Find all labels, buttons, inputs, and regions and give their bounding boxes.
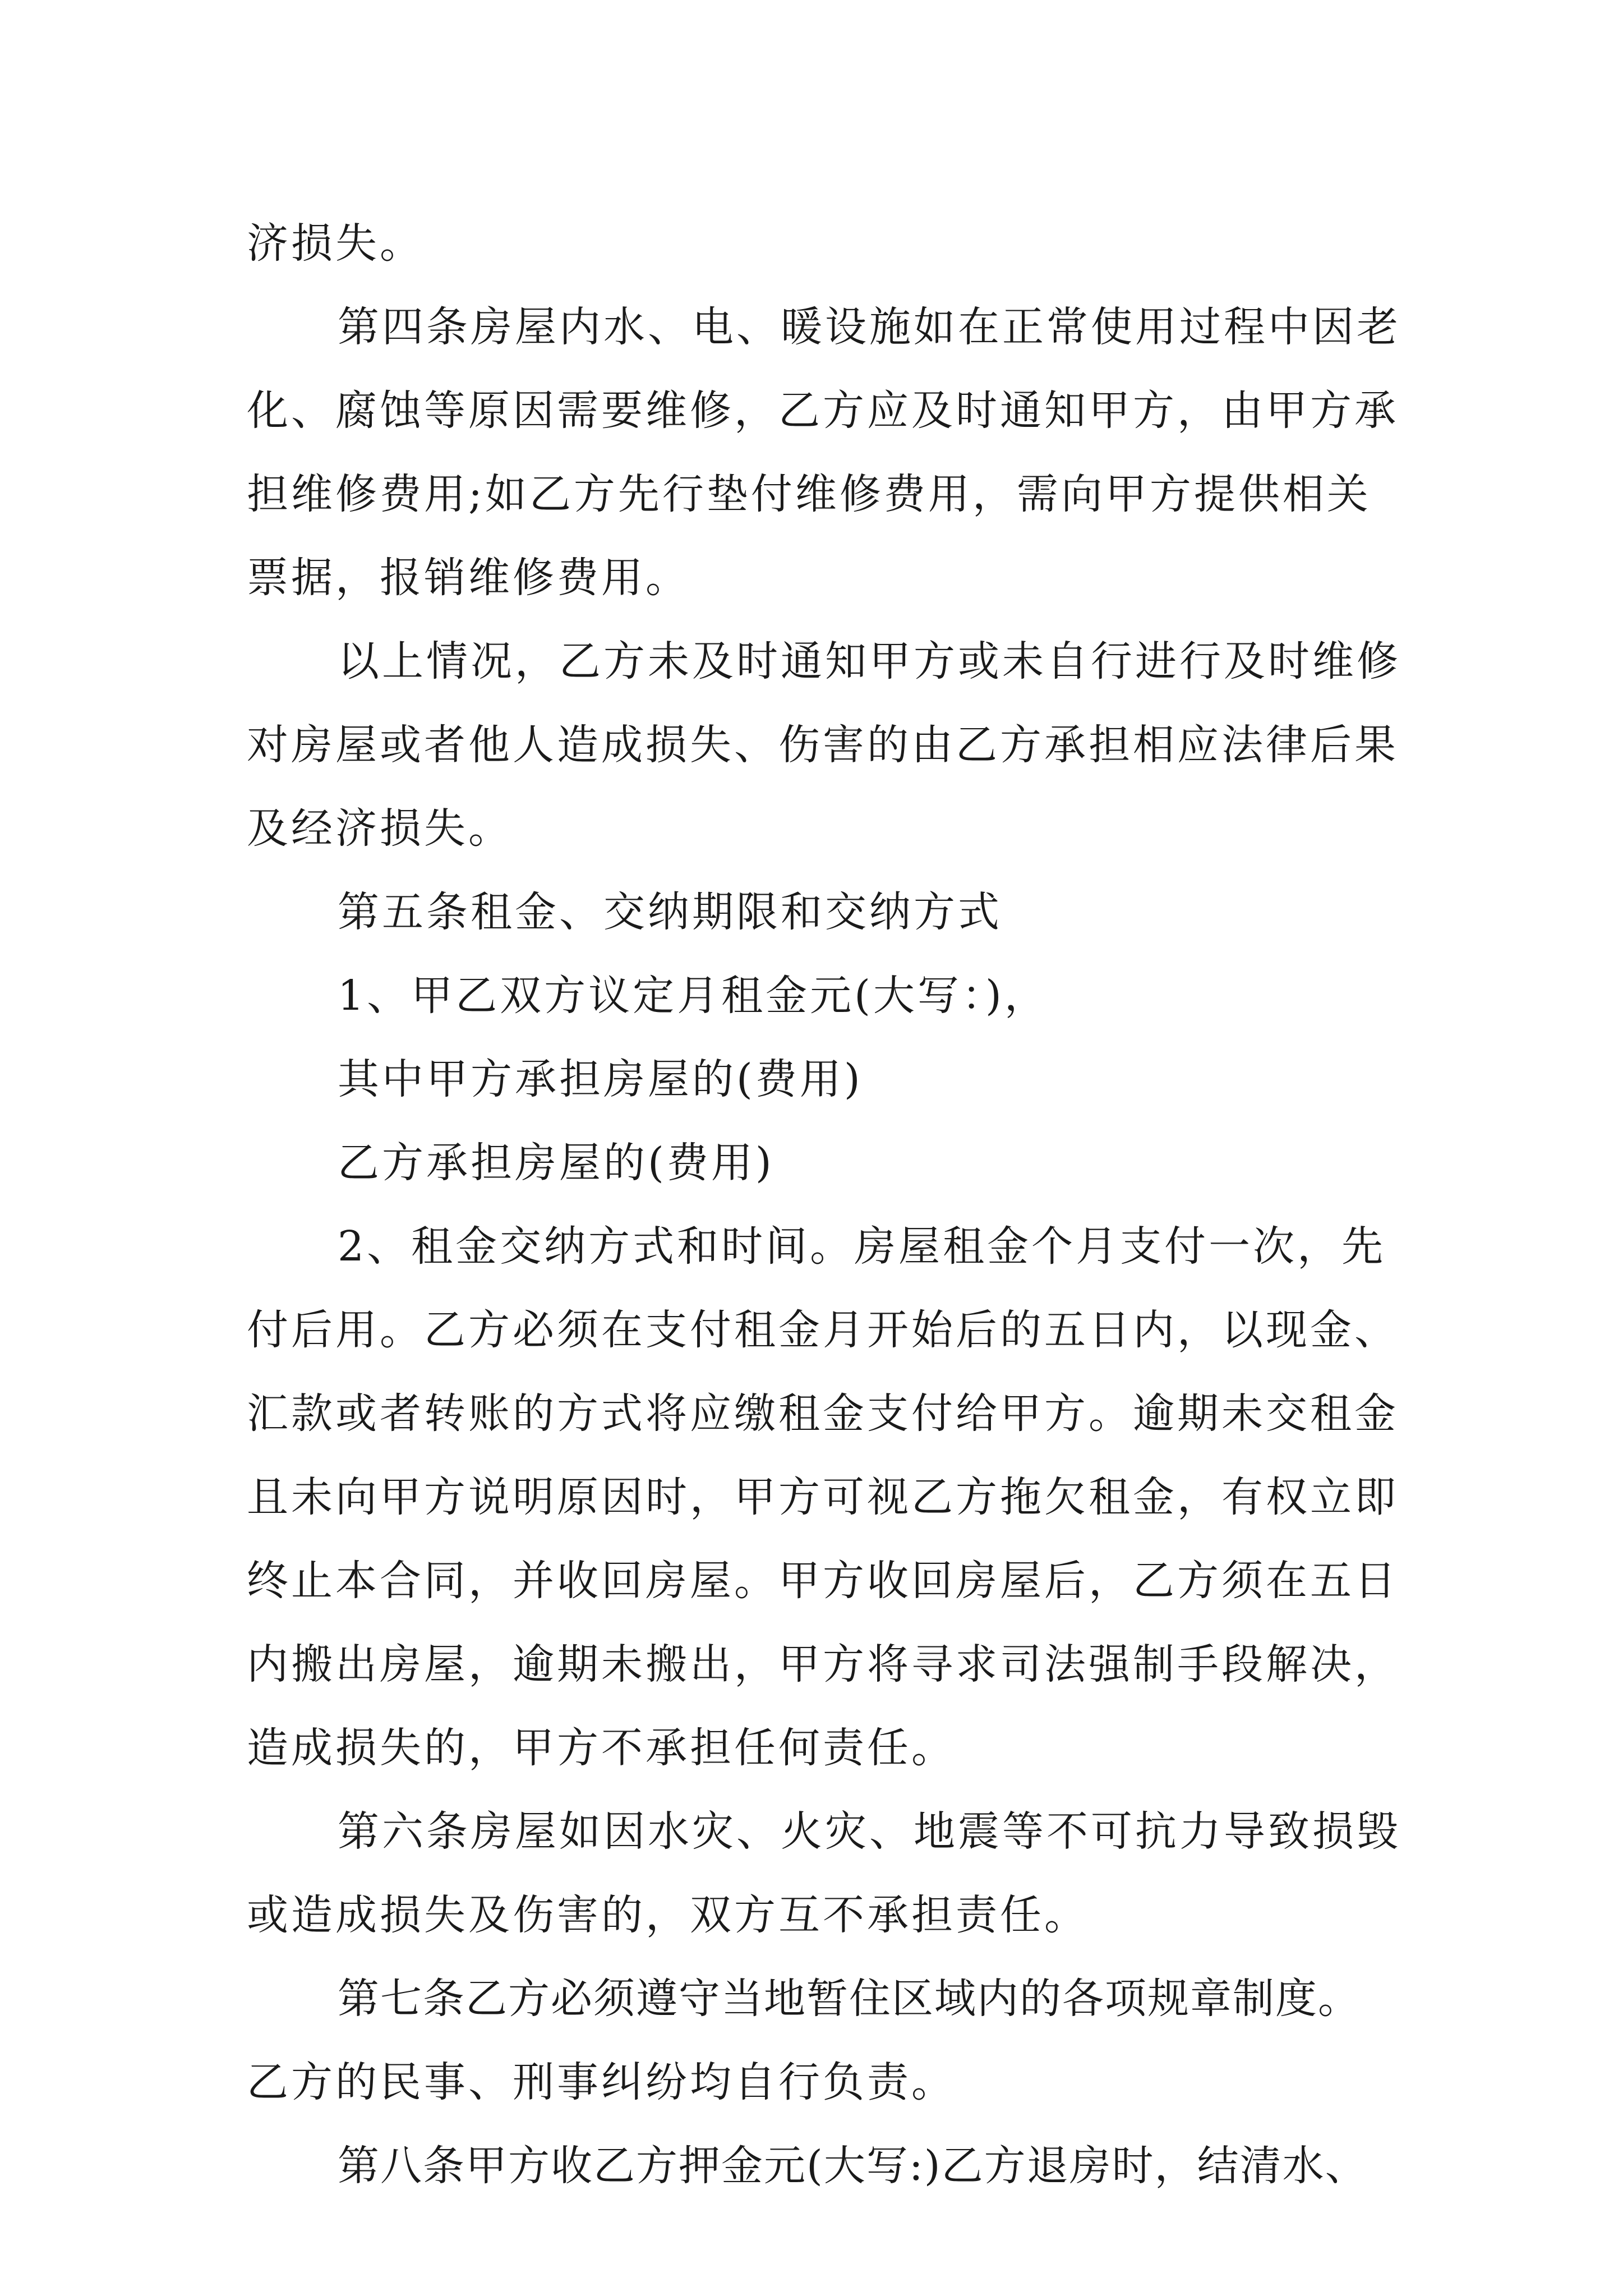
rent-item-2: 2、租金交纳方式和时间。房屋租金个月支付一次，先 [338,1222,1386,1271]
text-line: 对房屋或者他人造成损失、伤害的由乙方承担相应法律后果 [247,721,1399,769]
text-line: 化、腐蚀等原因需要维修，乙方应及时通知甲方，由甲方承 [247,386,1399,435]
text-line: 造成损失的，甲方不承担任何责任。 [247,1724,956,1772]
text-line: 票据，报销维修费用。 [247,554,690,602]
text-line: 且未向甲方说明原因时，甲方可视乙方拖欠租金，有权立即 [247,1473,1399,1521]
paragraph-article-6: 第六条房屋如因水灾、火灾、地震等不可抗力导致损毁 [338,1807,1401,1856]
article-5-heading: 第五条租金、交纳期限和交纳方式 [338,888,1002,936]
party-b-fees: 乙方承担房屋的(费用) [338,1139,774,1187]
paragraph-above-situations: 以上情况，乙方未及时通知甲方或未自行进行及时维修 [338,637,1401,685]
text-line: 内搬出房屋，逾期未搬出，甲方将寻求司法强制手段解决， [247,1640,1399,1688]
paragraph-article-4: 第四条房屋内水、电、暖设施如在正常使用过程中因老 [338,303,1401,351]
rent-item-1: 1、甲乙双方议定月租金元(大写：)， [338,972,1049,1020]
text-line: 终止本合同，并收回房屋。甲方收回房屋后，乙方须在五日 [247,1557,1399,1605]
party-a-fees: 其中甲方承担房屋的(费用) [338,1055,863,1103]
text-line: 汇款或者转账的方式将应缴租金支付给甲方。逾期未交租金 [247,1389,1399,1438]
text-line: 乙方的民事、刑事纠纷均自行负责。 [247,2058,956,2106]
text-line: 或造成损失及伤害的，双方互不承担责任。 [247,1891,1089,1939]
text-line: 济损失。 [247,219,424,268]
document-body [247,202,1401,2208]
text-line: 付后用。乙方必须在支付租金月开始后的五日内，以现金、 [247,1306,1399,1354]
text-line: 及经济损失。 [247,804,513,853]
paragraph-article-7: 第七条乙方必须遵守当地暂住区域内的各项规章制度。 [338,1975,1361,2023]
paragraph-article-8: 第八条甲方收乙方押金元(大写:)乙方退房时，结清水、 [338,2142,1368,2190]
text-line: 担维修费用;如乙方先行垫付维修费用，需向甲方提供相关 [247,470,1371,518]
